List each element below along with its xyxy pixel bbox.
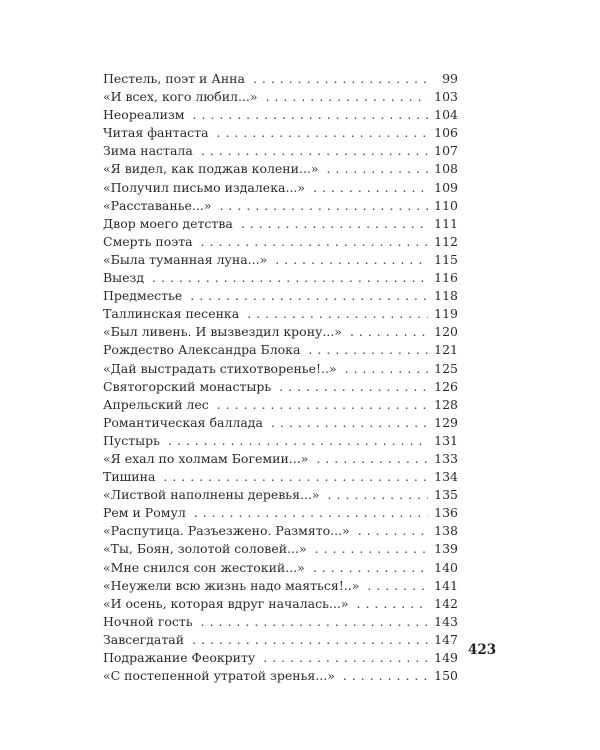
dot-leader [168,432,428,450]
toc-entry-title: «Листвой наполнены деревья...» [103,487,320,503]
toc-entry-page: 104 [434,107,458,123]
dot-leader [201,142,428,160]
dot-leader [357,595,429,613]
toc-entry-title: Апрельский лес [103,396,209,412]
toc-entry-title: Ночной гость [103,613,193,629]
toc-entry-title: «Мне снился сон жестокий...» [103,559,305,575]
toc-entry-page: 143 [434,613,458,629]
toc-entry-title: Пестель, поэт и Анна [103,71,245,86]
dot-leader [201,613,428,631]
dot-leader [241,215,428,233]
dot-leader [358,522,428,540]
toc-entry-page: 109 [434,179,458,195]
toc-entry-page: 135 [434,487,458,503]
dot-leader [217,124,429,142]
toc-entry-page: 150 [434,668,458,684]
toc-entry [103,341,458,359]
toc-entry-page: 125 [434,360,458,376]
toc-entry-page: 110 [434,197,458,213]
dot-leader [263,649,428,667]
toc-entry [103,179,458,197]
toc-entry-page: 149 [434,650,458,665]
toc-entry-title: Предместье [103,288,183,304]
toc-entry [103,577,458,595]
table-of-contents [103,70,458,685]
toc-entry-title: Таллинская песенка [103,306,240,322]
toc-entry [103,559,458,577]
toc-entry-title: Пустырь [103,432,160,448]
toc-entry [103,70,458,88]
toc-entry-page: 139 [434,541,458,557]
toc-entry-page: 147 [434,631,458,647]
dot-leader [217,396,428,414]
toc-entry-page: 108 [434,161,458,177]
dot-leader [194,504,428,522]
dot-leader [327,160,429,178]
toc-entry-title: «Расставанье...» [103,197,212,213]
page-number: 423 [468,642,497,658]
toc-entry [103,504,458,522]
toc-entry [103,197,458,215]
toc-entry [103,649,458,667]
toc-entry-title: Неореализм [103,107,185,123]
toc-entry-page: 134 [434,469,458,485]
toc-entry-page: 112 [434,233,458,249]
toc-entry-title: Рем и Ромул [103,505,186,521]
toc-entry-title: Тишина [103,469,156,485]
dot-leader [279,378,428,396]
dot-leader [343,667,428,685]
dot-leader [219,197,428,215]
dot-leader [316,450,428,468]
dot-leader [266,88,429,106]
toc-entry-title: «Был ливень. И вызвездил крону...» [103,324,342,340]
toc-entry [103,106,458,124]
toc-entry-title: Зима настала [103,143,193,159]
dot-leader [253,70,432,88]
toc-entry-page: 99 [442,71,458,86]
toc-entry-page: 141 [434,577,458,593]
toc-entry-page: 119 [434,306,458,322]
toc-entry-page: 136 [434,505,458,521]
dot-leader [247,305,428,323]
dot-leader [271,414,428,432]
toc-entry-title: Подражание Феокриту [103,650,256,665]
toc-entry [103,124,458,142]
toc-entry-page: 129 [434,414,458,430]
toc-entry [103,251,458,269]
toc-entry-page: 138 [434,523,458,539]
toc-entry-title: «Дай выстрадать стихотворенье!..» [103,360,337,376]
toc-entry [103,360,458,378]
toc-entry-page: 115 [434,251,458,267]
dot-leader [193,106,429,124]
toc-entry-page: 133 [434,450,458,466]
toc-entry [103,269,458,287]
toc-entry [103,667,458,685]
toc-entry-title: Романтическая баллада [103,414,263,430]
toc-entry-page: 106 [434,125,458,141]
toc-entry-title: «Получил письмо издалека...» [103,179,306,195]
toc-entry [103,305,458,323]
toc-entry-title: Смерть поэта [103,233,193,249]
toc-entry [103,595,458,613]
toc-entry-title: Читая фантаста [103,125,209,141]
toc-entry-page: 111 [434,215,458,231]
toc-entry-page: 142 [434,595,458,611]
toc-entry [103,432,458,450]
toc-entry-page: 118 [434,288,458,304]
dot-leader [315,540,429,558]
toc-entry-title: Выезд [103,270,145,286]
dot-leader [367,577,428,595]
toc-entry-page: 126 [434,378,458,394]
toc-entry [103,215,458,233]
toc-entry-title: «С постепенной утратой зренья...» [103,668,335,684]
toc-entry-page: 103 [434,89,458,105]
toc-entry-title: «И осень, которая вдруг началась...» [103,595,349,611]
toc-entry-title: «Распутица. Разъезжено. Размято...» [103,523,350,539]
dot-leader [275,251,428,269]
dot-leader [308,341,428,359]
toc-entry-title: «Я видел, как поджав колени...» [103,161,319,177]
dot-leader [328,486,429,504]
toc-entry-title: «И всех, кого любил...» [103,89,258,105]
toc-entry-title: Двор моего детства [103,215,233,231]
toc-entry [103,540,458,558]
toc-entry-title: Рождество Александра Блока [103,342,301,358]
toc-entry-title: Святогорский монастырь [103,378,272,394]
toc-entry-page: 140 [434,559,458,575]
toc-entry [103,378,458,396]
toc-entry [103,88,458,106]
toc-entry-page: 121 [434,342,458,358]
toc-entry-page: 128 [434,396,458,412]
toc-entry-title: «Ты, Боян, золотой соловей...» [103,541,307,557]
dot-leader [313,179,428,197]
dot-leader [313,559,428,577]
dot-leader [163,468,428,486]
dot-leader [190,287,428,305]
toc-entry [103,468,458,486]
toc-entry [103,486,458,504]
toc-entry-title: «Неужели всю жизнь надо маяться!..» [103,577,360,593]
toc-entry [103,631,458,649]
toc-entry [103,233,458,251]
dot-leader [152,269,428,287]
toc-entry-page: 120 [434,324,458,340]
toc-entry [103,522,458,540]
toc-entry-title: «Я ехал по холмам Богемии...» [103,450,309,466]
dot-leader [350,323,428,341]
toc-entry-page: 131 [434,432,458,448]
dot-leader [345,360,429,378]
toc-entry [103,396,458,414]
toc-entry [103,450,458,468]
toc-entry-page: 116 [434,270,458,286]
toc-entry [103,160,458,178]
toc-entry [103,323,458,341]
toc-entry-title: Завсегдатай [103,631,185,647]
toc-entry [103,414,458,432]
dot-leader [201,233,429,251]
toc-entry-page: 107 [434,143,458,159]
dot-leader [192,631,428,649]
toc-entry [103,613,458,631]
toc-entry [103,287,458,305]
toc-entry-title: «Была туманная луна...» [103,251,268,267]
toc-entry [103,142,458,160]
